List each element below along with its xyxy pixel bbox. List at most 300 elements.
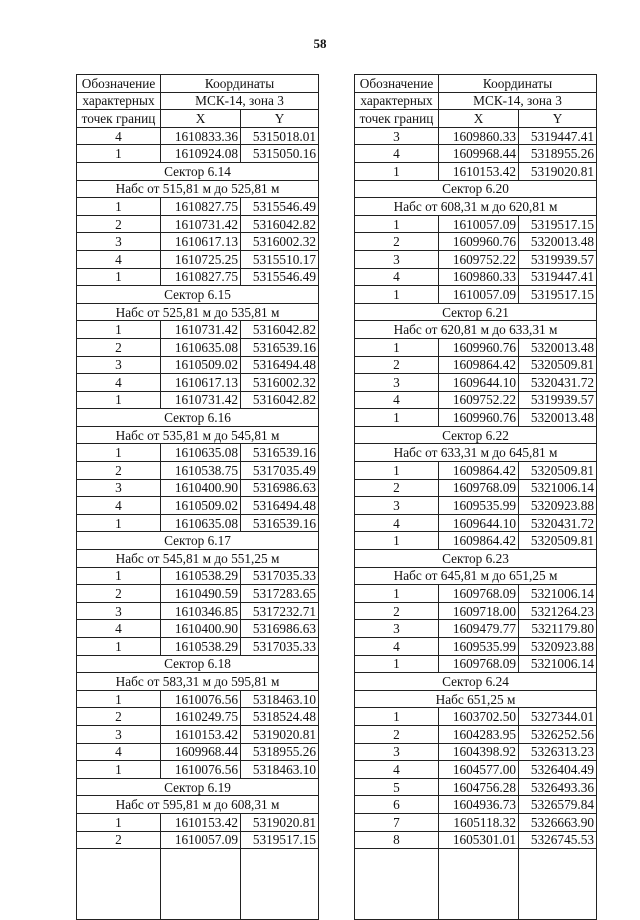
y-coordinate: 5320509.81 (519, 462, 597, 480)
section-row (77, 550, 319, 568)
y-coordinate: 5321006.14 (519, 585, 597, 603)
table-row (355, 725, 597, 743)
x-coordinate: 1609968.44 (439, 145, 519, 163)
section-row (355, 198, 597, 216)
table-row (355, 127, 597, 145)
y-coordinate: 5319020.81 (241, 725, 319, 743)
section-label: Сектор 6.23 (355, 550, 597, 568)
header-coords-system: МСК-14, зона 3 (161, 92, 319, 110)
point-id: 6 (355, 796, 439, 814)
y-coordinate: 5326252.56 (519, 725, 597, 743)
section-row (77, 673, 319, 691)
x-coordinate: 1610509.02 (161, 356, 241, 374)
empty-cell (77, 849, 161, 920)
point-id: 4 (77, 250, 161, 268)
point-id: 2 (355, 725, 439, 743)
x-coordinate: 1610617.13 (161, 374, 241, 392)
x-coordinate: 1610400.90 (161, 479, 241, 497)
point-id: 3 (355, 127, 439, 145)
section-row (355, 303, 597, 321)
x-coordinate: 1609752.22 (439, 391, 519, 409)
empty-filler-row (77, 849, 319, 920)
point-id: 3 (77, 479, 161, 497)
x-coordinate: 1610153.42 (161, 813, 241, 831)
x-coordinate: 1609644.10 (439, 514, 519, 532)
point-id: 3 (77, 233, 161, 251)
y-coordinate: 5326404.49 (519, 761, 597, 779)
section-label: Сектор 6.24 (355, 673, 597, 691)
x-coordinate: 1609960.76 (439, 233, 519, 251)
x-coordinate: 1610400.90 (161, 620, 241, 638)
table-header (355, 75, 597, 128)
point-id: 3 (77, 356, 161, 374)
section-label: Набс от 583,31 м до 595,81 м (77, 673, 319, 691)
y-coordinate: 5316539.16 (241, 444, 319, 462)
empty-cell (161, 849, 241, 920)
section-label: Сектор 6.18 (77, 655, 319, 673)
x-coordinate: 1610153.42 (161, 725, 241, 743)
header-coords-title: Координаты (161, 75, 319, 93)
section-label: Сектор 6.19 (77, 778, 319, 796)
section-row (77, 303, 319, 321)
y-coordinate: 5315546.49 (241, 198, 319, 216)
x-coordinate: 1610827.75 (161, 198, 241, 216)
table-row (77, 250, 319, 268)
empty-cell (355, 849, 439, 920)
y-coordinate: 5319020.81 (519, 162, 597, 180)
x-coordinate: 1609864.42 (439, 356, 519, 374)
table-row (355, 462, 597, 480)
point-id: 1 (77, 391, 161, 409)
table-row (355, 409, 597, 427)
y-coordinate: 5319517.15 (519, 215, 597, 233)
point-id: 1 (77, 198, 161, 216)
section-label: Сектор 6.15 (77, 286, 319, 304)
section-label: Набс от 595,81 м до 608,31 м (77, 796, 319, 814)
x-coordinate: 1609479.77 (439, 620, 519, 638)
x-coordinate: 1604577.00 (439, 761, 519, 779)
table-row (77, 321, 319, 339)
y-coordinate: 5316494.48 (241, 497, 319, 515)
y-coordinate: 5320431.72 (519, 514, 597, 532)
header-y: Y (519, 110, 597, 128)
point-id: 2 (77, 708, 161, 726)
y-coordinate: 5316002.32 (241, 374, 319, 392)
table-body (77, 127, 319, 919)
point-id: 1 (77, 514, 161, 532)
x-coordinate: 1610076.56 (161, 690, 241, 708)
table-row (77, 743, 319, 761)
section-label: Набс от 645,81 м до 651,25 м (355, 567, 597, 585)
y-coordinate: 5320923.88 (519, 638, 597, 656)
point-id: 1 (77, 761, 161, 779)
table-row (355, 479, 597, 497)
section-row (355, 567, 597, 585)
point-id: 4 (355, 638, 439, 656)
y-coordinate: 5317035.49 (241, 462, 319, 480)
y-coordinate: 5316494.48 (241, 356, 319, 374)
point-id: 2 (355, 479, 439, 497)
x-coordinate: 1605301.01 (439, 831, 519, 849)
point-id: 1 (77, 690, 161, 708)
table-header (77, 75, 319, 128)
section-row (77, 180, 319, 198)
x-coordinate: 1609768.09 (439, 585, 519, 603)
page-number: 58 (313, 36, 327, 51)
table-row (77, 268, 319, 286)
x-coordinate: 1609535.99 (439, 638, 519, 656)
table-row (355, 796, 597, 814)
header-coords-title: Координаты (439, 75, 597, 93)
section-row (77, 796, 319, 814)
section-row (77, 532, 319, 550)
point-id: 1 (77, 444, 161, 462)
point-id: 4 (355, 268, 439, 286)
empty-cell (519, 849, 597, 920)
x-coordinate: 1609718.00 (439, 602, 519, 620)
x-coordinate: 1610731.42 (161, 391, 241, 409)
y-coordinate: 5318524.48 (241, 708, 319, 726)
table-row (77, 374, 319, 392)
x-coordinate: 1610731.42 (161, 321, 241, 339)
table-row (77, 391, 319, 409)
section-label: Набс от 620,81 м до 633,31 м (355, 321, 597, 339)
section-label: Сектор 6.16 (77, 409, 319, 427)
x-coordinate: 1609864.42 (439, 462, 519, 480)
x-coordinate: 1609860.33 (439, 268, 519, 286)
x-coordinate: 1610635.08 (161, 514, 241, 532)
section-label: Сектор 6.21 (355, 303, 597, 321)
header-designation-line: точек границ (77, 110, 161, 128)
y-coordinate: 5319447.41 (519, 127, 597, 145)
section-row (355, 426, 597, 444)
point-id: 1 (355, 462, 439, 480)
y-coordinate: 5319020.81 (241, 813, 319, 831)
point-id: 1 (355, 215, 439, 233)
x-coordinate: 1610076.56 (161, 761, 241, 779)
header-x: X (439, 110, 519, 128)
y-coordinate: 5317283.65 (241, 585, 319, 603)
table-row (355, 743, 597, 761)
table-row (77, 462, 319, 480)
table-row (355, 761, 597, 779)
table-row (355, 162, 597, 180)
table-row (77, 813, 319, 831)
table-row (77, 127, 319, 145)
y-coordinate: 5316042.82 (241, 215, 319, 233)
coordinates-table-left (76, 74, 319, 920)
section-row (355, 321, 597, 339)
table-row (355, 813, 597, 831)
table-row (77, 602, 319, 620)
y-coordinate: 5316539.16 (241, 338, 319, 356)
table-row (77, 638, 319, 656)
section-row (355, 550, 597, 568)
y-coordinate: 5321006.14 (519, 479, 597, 497)
y-coordinate: 5320431.72 (519, 374, 597, 392)
y-coordinate: 5320013.48 (519, 409, 597, 427)
point-id: 4 (77, 743, 161, 761)
y-coordinate: 5326313.23 (519, 743, 597, 761)
header-x: X (161, 110, 241, 128)
point-id: 3 (77, 602, 161, 620)
point-id: 5 (355, 778, 439, 796)
section-label: Набс от 525,81 м до 535,81 м (77, 303, 319, 321)
section-label: Набс от 633,31 м до 645,81 м (355, 444, 597, 462)
y-coordinate: 5316986.63 (241, 479, 319, 497)
x-coordinate: 1610509.02 (161, 497, 241, 515)
y-coordinate: 5315050.16 (241, 145, 319, 163)
table-row (355, 215, 597, 233)
x-coordinate: 1610057.09 (439, 215, 519, 233)
table-row (355, 268, 597, 286)
y-coordinate: 5318463.10 (241, 761, 319, 779)
y-coordinate: 5316042.82 (241, 321, 319, 339)
table-row (77, 444, 319, 462)
x-coordinate: 1610538.29 (161, 638, 241, 656)
point-id: 1 (77, 321, 161, 339)
table-row (355, 338, 597, 356)
y-coordinate: 5319517.15 (519, 286, 597, 304)
x-coordinate: 1610538.75 (161, 462, 241, 480)
x-coordinate: 1609860.33 (439, 127, 519, 145)
point-id: 2 (77, 338, 161, 356)
point-id: 8 (355, 831, 439, 849)
table-row (77, 338, 319, 356)
y-coordinate: 5316002.32 (241, 233, 319, 251)
y-coordinate: 5316042.82 (241, 391, 319, 409)
x-coordinate: 1610057.09 (161, 831, 241, 849)
point-id: 7 (355, 813, 439, 831)
section-row (355, 690, 597, 708)
point-id: 1 (77, 268, 161, 286)
table-row (77, 198, 319, 216)
x-coordinate: 1610249.75 (161, 708, 241, 726)
y-coordinate: 5320013.48 (519, 233, 597, 251)
point-id: 3 (355, 374, 439, 392)
x-coordinate: 1609752.22 (439, 250, 519, 268)
x-coordinate: 1610635.08 (161, 444, 241, 462)
point-id: 2 (355, 356, 439, 374)
table-row (77, 725, 319, 743)
y-coordinate: 5315546.49 (241, 268, 319, 286)
section-row (77, 162, 319, 180)
x-coordinate: 1604936.73 (439, 796, 519, 814)
point-id: 1 (355, 585, 439, 603)
y-coordinate: 5320923.88 (519, 497, 597, 515)
table-row (77, 479, 319, 497)
section-label: Набс от 515,81 м до 525,81 м (77, 180, 319, 198)
table-row (355, 374, 597, 392)
point-id: 1 (77, 145, 161, 163)
empty-filler-row (355, 849, 597, 920)
table-row (355, 145, 597, 163)
point-id: 2 (355, 602, 439, 620)
section-row (355, 673, 597, 691)
point-id: 1 (77, 638, 161, 656)
table-row (355, 233, 597, 251)
table-row (77, 497, 319, 515)
point-id: 1 (355, 655, 439, 673)
section-row (77, 426, 319, 444)
x-coordinate: 1610153.42 (439, 162, 519, 180)
y-coordinate: 5317035.33 (241, 567, 319, 585)
point-id: 2 (77, 831, 161, 849)
point-id: 2 (77, 585, 161, 603)
section-label: Набс 651,25 м (355, 690, 597, 708)
y-coordinate: 5326579.84 (519, 796, 597, 814)
point-id: 4 (355, 761, 439, 779)
table-row (77, 620, 319, 638)
y-coordinate: 5319939.57 (519, 391, 597, 409)
y-coordinate: 5321006.14 (519, 655, 597, 673)
empty-cell (241, 849, 319, 920)
table-row (355, 585, 597, 603)
table-row (77, 215, 319, 233)
point-id: 3 (355, 743, 439, 761)
section-label: Набс от 608,31 м до 620,81 м (355, 198, 597, 216)
x-coordinate: 1610725.25 (161, 250, 241, 268)
x-coordinate: 1603702.50 (439, 708, 519, 726)
x-coordinate: 1610924.08 (161, 145, 241, 163)
section-label: Сектор 6.20 (355, 180, 597, 198)
y-coordinate: 5315510.17 (241, 250, 319, 268)
x-coordinate: 1605118.32 (439, 813, 519, 831)
coordinates-table-right (354, 74, 597, 920)
table-row (77, 145, 319, 163)
section-row (355, 180, 597, 198)
y-coordinate: 5315018.01 (241, 127, 319, 145)
x-coordinate: 1609864.42 (439, 532, 519, 550)
point-id: 1 (355, 162, 439, 180)
point-id: 4 (355, 514, 439, 532)
y-coordinate: 5326745.53 (519, 831, 597, 849)
point-id: 4 (77, 620, 161, 638)
table-row (77, 831, 319, 849)
y-coordinate: 5317232.71 (241, 602, 319, 620)
table-row (355, 286, 597, 304)
header-y: Y (241, 110, 319, 128)
header-designation-line: Обозначение (355, 75, 439, 93)
section-row (77, 655, 319, 673)
x-coordinate: 1604398.92 (439, 743, 519, 761)
table-row (355, 514, 597, 532)
y-coordinate: 5318955.26 (519, 145, 597, 163)
table-row (355, 620, 597, 638)
point-id: 1 (355, 338, 439, 356)
header-designation-line: Обозначение (77, 75, 161, 93)
table-row (355, 532, 597, 550)
y-coordinate: 5326493.36 (519, 778, 597, 796)
point-id: 3 (355, 620, 439, 638)
section-row (77, 778, 319, 796)
point-id: 3 (77, 725, 161, 743)
table-row (77, 690, 319, 708)
y-coordinate: 5319939.57 (519, 250, 597, 268)
table-row (77, 356, 319, 374)
table-row (77, 761, 319, 779)
x-coordinate: 1610617.13 (161, 233, 241, 251)
table-row (355, 497, 597, 515)
section-label: Сектор 6.22 (355, 426, 597, 444)
table-row (355, 602, 597, 620)
point-id: 3 (355, 497, 439, 515)
x-coordinate: 1604756.28 (439, 778, 519, 796)
table-row (355, 638, 597, 656)
point-id: 4 (77, 127, 161, 145)
y-coordinate: 5318463.10 (241, 690, 319, 708)
table-row (77, 585, 319, 603)
y-coordinate: 5317035.33 (241, 638, 319, 656)
point-id: 3 (355, 250, 439, 268)
y-coordinate: 5321179.80 (519, 620, 597, 638)
x-coordinate: 1610827.75 (161, 268, 241, 286)
x-coordinate: 1609535.99 (439, 497, 519, 515)
point-id: 1 (77, 813, 161, 831)
point-id: 4 (355, 391, 439, 409)
y-coordinate: 5319447.41 (519, 268, 597, 286)
section-label: Набс от 545,81 м до 551,25 м (77, 550, 319, 568)
y-coordinate: 5326663.90 (519, 813, 597, 831)
point-id: 2 (77, 462, 161, 480)
table-row (355, 250, 597, 268)
table-row (355, 356, 597, 374)
x-coordinate: 1609644.10 (439, 374, 519, 392)
point-id: 1 (355, 409, 439, 427)
y-coordinate: 5321264.23 (519, 602, 597, 620)
header-designation-line: характерных (77, 92, 161, 110)
x-coordinate: 1609960.76 (439, 409, 519, 427)
x-coordinate: 1609768.09 (439, 655, 519, 673)
x-coordinate: 1610731.42 (161, 215, 241, 233)
point-id: 2 (355, 233, 439, 251)
x-coordinate: 1604283.95 (439, 725, 519, 743)
header-coords-system: МСК-14, зона 3 (439, 92, 597, 110)
x-coordinate: 1609960.76 (439, 338, 519, 356)
y-coordinate: 5316986.63 (241, 620, 319, 638)
x-coordinate: 1609768.09 (439, 479, 519, 497)
y-coordinate: 5316539.16 (241, 514, 319, 532)
section-row (77, 286, 319, 304)
x-coordinate: 1610635.08 (161, 338, 241, 356)
x-coordinate: 1610833.36 (161, 127, 241, 145)
x-coordinate: 1610490.59 (161, 585, 241, 603)
section-label: Набс от 535,81 м до 545,81 м (77, 426, 319, 444)
table-row (355, 831, 597, 849)
empty-cell (439, 849, 519, 920)
x-coordinate: 1609968.44 (161, 743, 241, 761)
section-label: Сектор 6.14 (77, 162, 319, 180)
y-coordinate: 5318955.26 (241, 743, 319, 761)
y-coordinate: 5320013.48 (519, 338, 597, 356)
header-designation-line: точек границ (355, 110, 439, 128)
point-id: 2 (77, 215, 161, 233)
section-row (77, 409, 319, 427)
table-row (355, 708, 597, 726)
table-row (355, 391, 597, 409)
header-designation-line: характерных (355, 92, 439, 110)
point-id: 4 (77, 374, 161, 392)
y-coordinate: 5319517.15 (241, 831, 319, 849)
table-body (355, 127, 597, 919)
table-row (77, 708, 319, 726)
table-row (77, 567, 319, 585)
point-id: 1 (355, 286, 439, 304)
table-row (77, 514, 319, 532)
table-row (355, 655, 597, 673)
x-coordinate: 1610538.29 (161, 567, 241, 585)
table-row (77, 233, 319, 251)
